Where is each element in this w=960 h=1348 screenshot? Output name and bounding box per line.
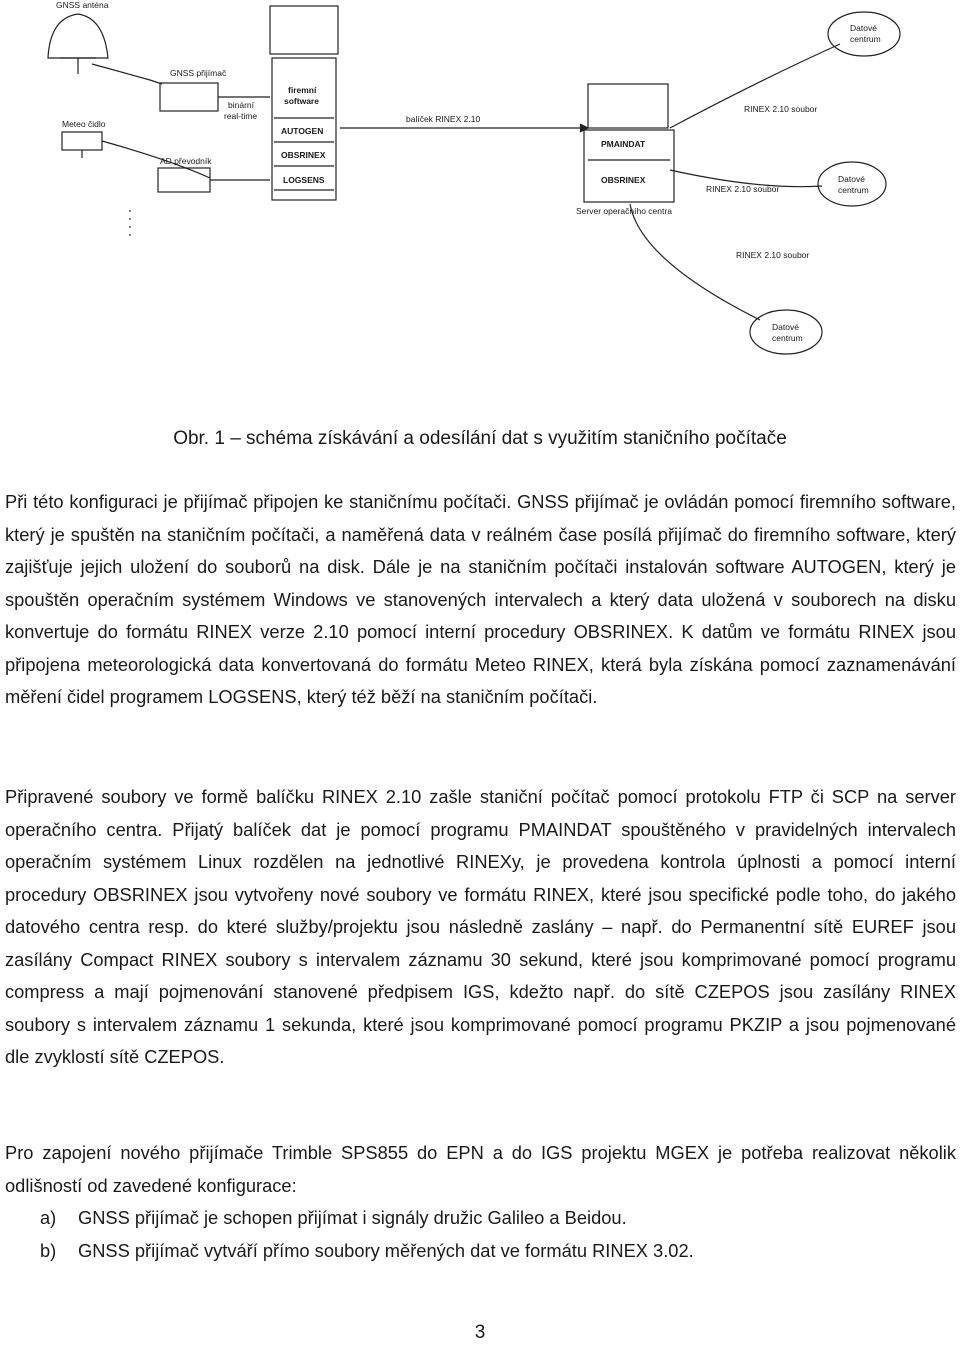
meteo-sensor-label: Meteo čidlo [62, 119, 106, 129]
paragraph-2: Připravené soubory ve formě balíčku RINEX 2.10 zašle staniční počítač pomocí protokolu FTP či SCP na server operačního centra. Přijatý balíček dat je pomocí programu PMAINDAT spouštěného v pravidelných intervalech operačním systémem Linux rozdělen na jednotlivé RINEXy, je provedena kontrola úplnosti a pomocí interní procedury OBSRINEX jsou vytvořeny nové soubory ve formátu RINEX, které jsou specifické podle toho, do jakého datového centra resp. do které služby/projektu jsou následně zaslány – např. do Permanentní sítě EUREF jsou zasílány Compact RINEX soubory s intervalem záznamu 30 sekund, které jsou komprimované pomocí programu compress a mají pojmenování stanovené předpisem IGS, kdežto např. do sítě CZEPOS jsou zasílány RINEX soubory s intervalem záznamu 1 sekunda, které jsou komprimované pomocí programu PKZIP a jsou pojmenované dle zvyklostí sítě CZEPOS. [5, 786, 956, 1067]
list-marker: a) [40, 1207, 57, 1228]
package-label: balíček RINEX 2.10 [406, 114, 481, 124]
figure-caption: Obr. 1 – schéma získávání a odesílání dat s využitím staničního počítače [173, 428, 787, 449]
gnss-receiver-label: GNSS přijímač [170, 68, 227, 78]
binary-label-2: real-time [224, 111, 258, 121]
data-center-3-label-a: Datové [772, 322, 799, 332]
list-item-text: GNSS přijímač je schopen přijímat i signály družic Galileo a Beidou. [78, 1207, 627, 1228]
obsrinex-label: OBSRINEX [281, 150, 326, 160]
requirements-list [40, 1202, 940, 1267]
data-center-1-label-a: Datové [850, 23, 877, 33]
logsens-label: LOGSENS [283, 175, 325, 185]
server-monitor [588, 84, 668, 128]
server-label: Server operačního centra [576, 206, 672, 216]
list-item [40, 1235, 940, 1268]
page-number: 3 [474, 1322, 486, 1343]
meteo-sensor-icon [62, 132, 102, 150]
station-pc-monitor [270, 6, 338, 54]
autogen-label: AUTOGEN [281, 126, 324, 136]
data-center-2-icon [818, 162, 886, 206]
data-center-2-label-b: centrum [838, 185, 869, 195]
binary-label-1: binární [228, 100, 254, 110]
paragraph-1: Při této konfiguraci je přijímač připojen ke staničnímu počítači. GNSS přijímač je ovládán pomocí firemního software, který je spuštěn na staničním počítači, a naměřená data v reálném čase posílá přijímač do firemního software, který zajišťuje jejich uložení do souborů na disk. Dále je na staničním počítači instalován software AUTOGEN, který je spouštěn operačním systémem Windows ve stanovených intervalech a který data uložená v souborech na disku konvertuje do formátu RINEX verze 2.10 pomocí interní procedury OBSRINEX. K datům ve formátu RINEX jsou připojena meteorologická data konvertovaná do formátu Meteo RINEX, která byla získána pomocí zaznamenávání měření čidel programem LOGSENS, který též běží na staničním počítači. [5, 491, 956, 707]
firm-sw-label-1: firemní [288, 85, 317, 95]
pmaindat-label: PMAINDAT [601, 139, 646, 149]
gnss-antenna-icon [48, 14, 108, 58]
server-obsrinex-label: OBSRINEX [601, 175, 646, 185]
ad-converter-label: AD převodník [160, 156, 212, 166]
paragraph-3: Pro zapojení nového přijímače Trimble SPS855 do EPN a do IGS projektu MGEX je potřeba realizovat několik odlišností od zavedené konfigurace: [5, 1142, 956, 1196]
data-center-3-label-b: centrum [772, 333, 803, 343]
data-center-2-label-a: Datové [838, 174, 865, 184]
data-center-1-label-b: centrum [850, 34, 881, 44]
station-diagram [0, 0, 960, 390]
list-marker: b) [40, 1239, 57, 1261]
gnss-antenna-label: GNSS anténa [56, 0, 109, 10]
rinex-label-3: RINEX 2.10 soubor [736, 250, 810, 260]
firm-sw-label-2: software [284, 96, 319, 106]
ad-converter-icon [158, 168, 210, 192]
gnss-receiver-icon [160, 83, 218, 111]
list-item-text: GNSS přijímač vytváří přímo soubory měřených dat ve formátu RINEX 3.02. [78, 1239, 694, 1261]
list-item [40, 1202, 940, 1235]
data-center-3-icon [750, 310, 822, 354]
rinex-label-2: RINEX 2.10 soubor [706, 184, 780, 194]
rinex-label-1: RINEX 2.10 soubor [744, 104, 818, 114]
